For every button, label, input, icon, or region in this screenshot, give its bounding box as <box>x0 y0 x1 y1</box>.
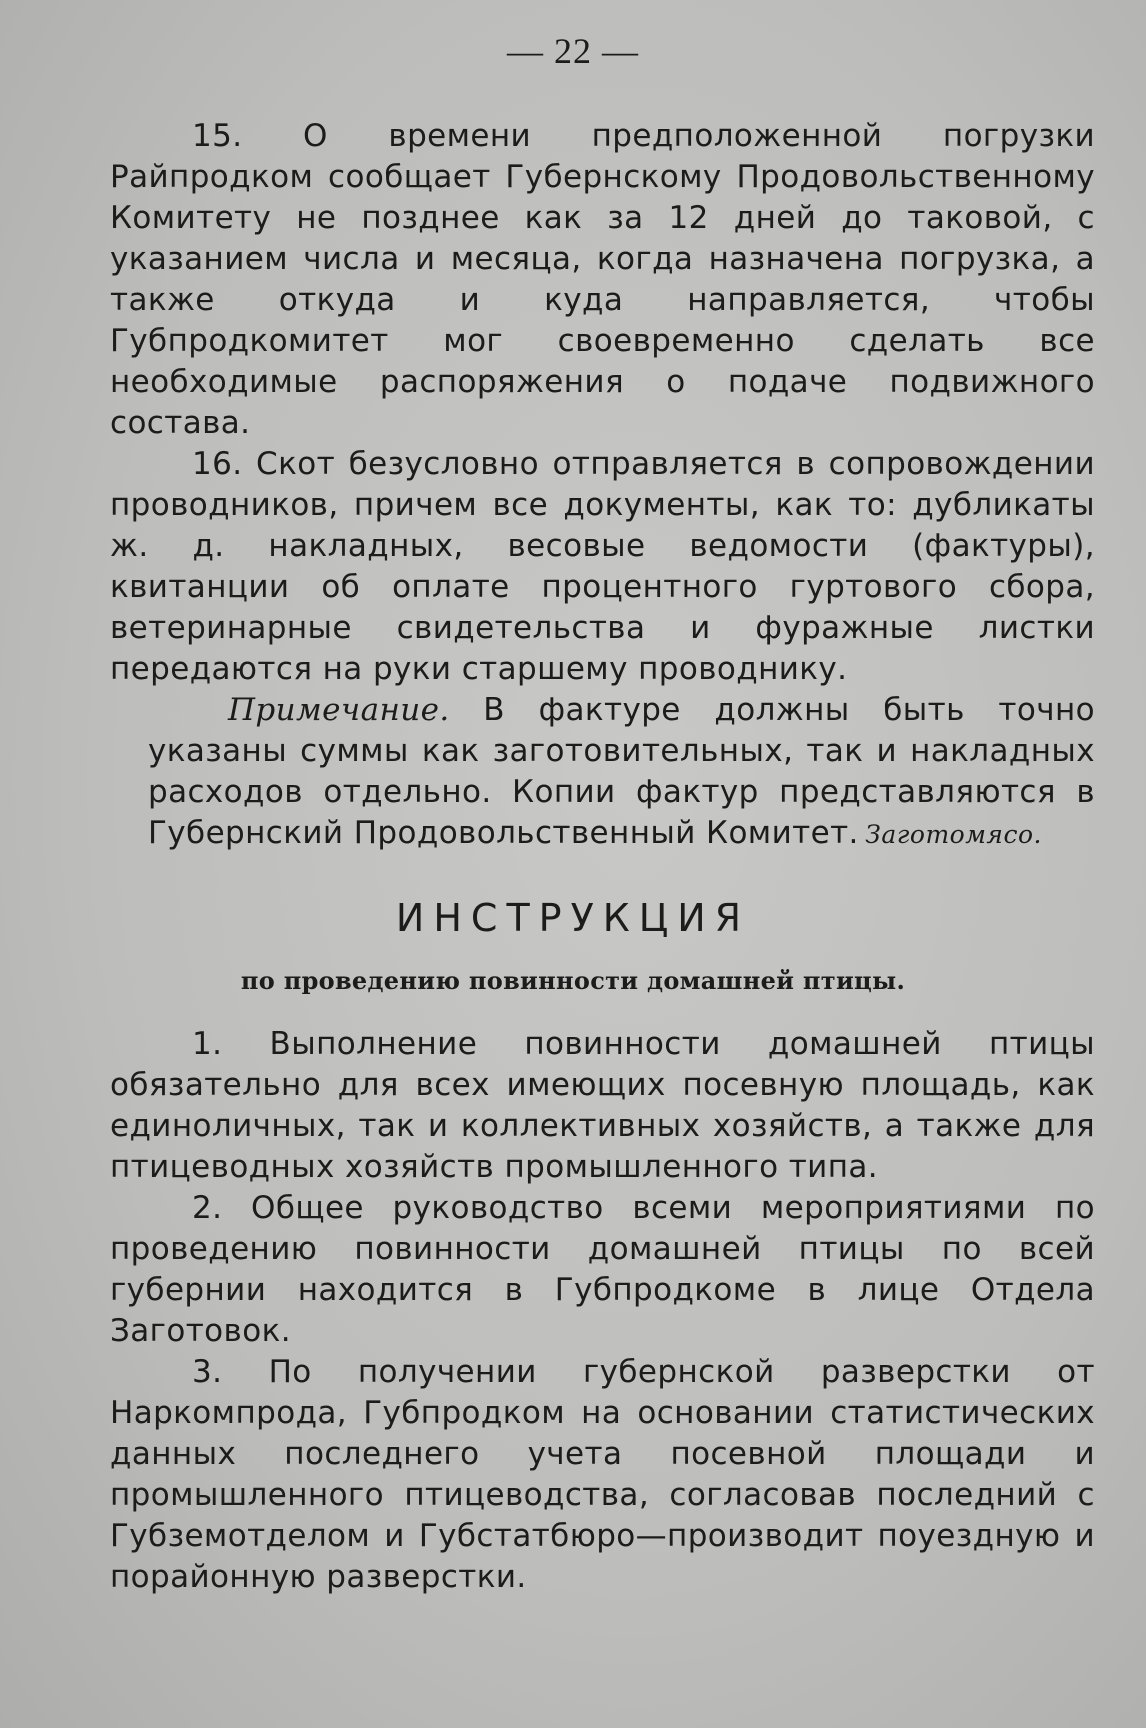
instruction-subtitle: по проведению повинности домашней птицы. <box>240 966 906 995</box>
paragraph-1: 1. Выполнение повинности домашней птицы обязательно для всех имеющих посевную площадь, как единоличных, так и коллективных хозяйств, а также для птицеводных хозяйств промышленного типа. <box>110 1026 1095 1185</box>
paragraph-16: 16. Скот безусловно отправляется в сопровождении проводников, причем все документы, как то: дубликаты ж. д. накладных, весовые ведомости (фактуры), квитанции об оплате процентного гуртового сбора, ветеринарные свидетельства и фуражные листки передаются на руки старшему проводнику. <box>110 446 1095 687</box>
paragraph-2: 2. Общее руководство всеми мероприятиями по проведению повинности домашней птицы по всей губернии находится в Губпродкоме в лице Отдела Заготовок. <box>110 1190 1095 1349</box>
note-text: В фактуре должны быть точно указаны суммы как заготовительных, так и накладных расходов отдельно. Копии фактур представляются в Губернский Продовольственный Комитет. <box>148 692 1095 851</box>
signature: Заготомясо. <box>865 820 1042 849</box>
top-text-block <box>110 116 1095 854</box>
note-label: Примечание. <box>228 692 450 728</box>
instruction-title: ИНСТРУКЦИЯ <box>395 896 751 940</box>
paragraph-3: 3. По получении губернской разверстки от Наркомпрода, Губпродком на основании статистических данных последнего учета посевной площади и промышленного птицеводства, согласовав последний с Губземотделом и Губстатбюро—производит поуездную и порайонную разверстки. <box>110 1354 1095 1595</box>
bottom-text-block <box>110 1024 1095 1598</box>
page-number: — 22 — <box>507 31 639 71</box>
paragraph-15: 15. О времени предположенной погрузки Райпродком сообщает Губернскому Продовольственному Комитету не позднее как за 12 дней до таковой, с указанием числа и месяца, когда назначена погрузка, а также откуда и куда направляется, чтобы Губпродкомитет мог своевременно сделать все необходимые распоряжения о подаче подвижного состава. <box>110 118 1095 441</box>
